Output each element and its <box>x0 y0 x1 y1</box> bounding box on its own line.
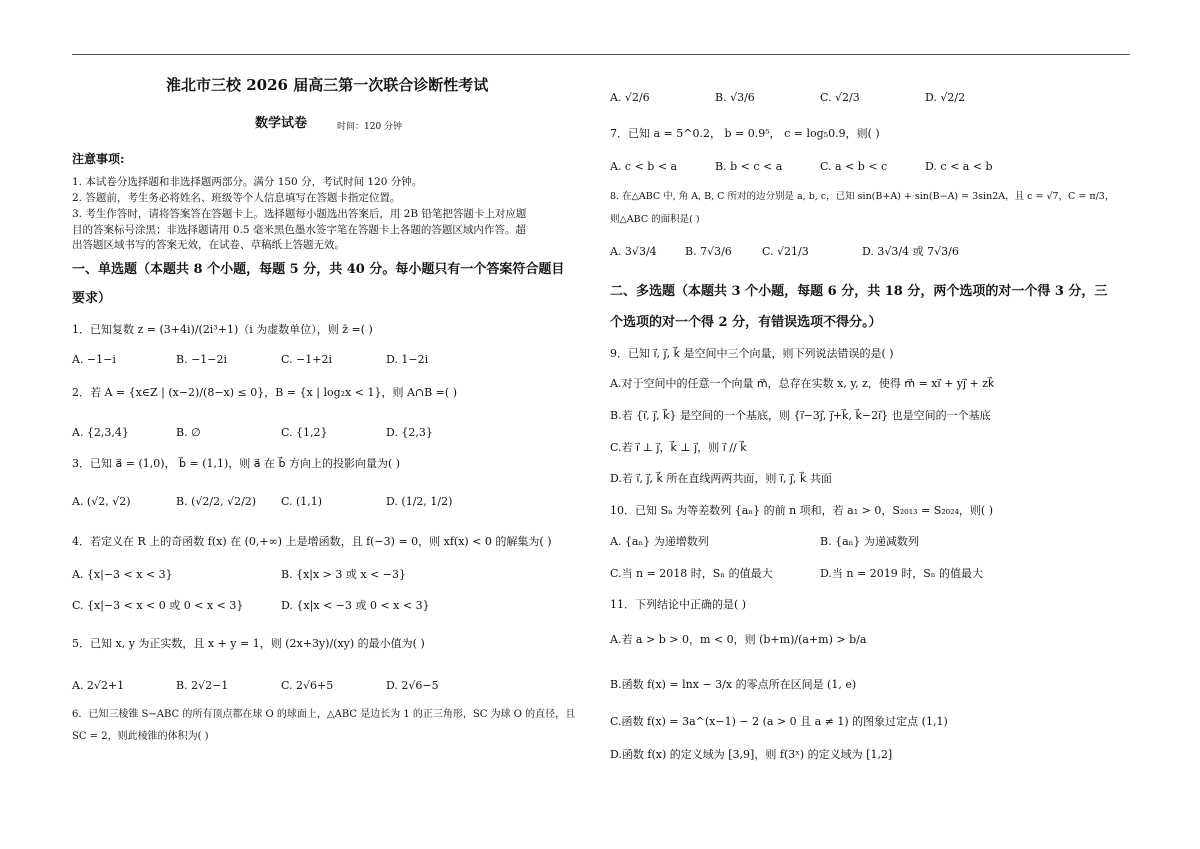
q9-option-a: A.对于空间中的任意一个向量 m⃗，总存在实数 x, y, z，使得 m⃗ = xi⃗ + yj⃗ + zk⃗ <box>610 377 995 390</box>
question-8-stem: 8. 在△ABC 中, 角 A, B, C 所对的边分别是 a, b, c，已知 sin(B+A) + sin(B−A) = 3sin2A，且 c = √7，C = π/3， <box>610 191 1115 202</box>
q4-option-d: D. {x|x < −3 或 0 < x < 3} <box>281 599 430 612</box>
q8-option-b: B. 7√3/6 <box>685 245 732 258</box>
q4-option-c: C. {x|−3 < x < 0 或 0 < x < 3} <box>72 599 244 612</box>
q6-option-a: A. √2/6 <box>610 91 650 104</box>
section-heading-single-choice: 一、单选题（本题共 8 个小题，每题 5 分，共 40 分。每小题只有一个答案符合题目 <box>72 262 565 277</box>
q2-option-b: B. ∅ <box>176 426 201 439</box>
q5-option-a: A. 2√2+1 <box>72 679 125 692</box>
q6-option-d: D. √2/2 <box>925 91 966 104</box>
q4-option-a: A. {x|−3 < x < 3} <box>72 568 173 581</box>
q1-option-b: B. −1−2i <box>176 353 228 366</box>
question-4-stem: 4．若定义在 R 上的奇函数 f(x) 在 (0,+∞) 上是增函数，且 f(−3) = 0，则 xf(x) < 0 的解集为( ) <box>72 535 552 548</box>
q1-option-a: A. −1−i <box>72 353 116 366</box>
q1-option-c: C. −1+2i <box>281 353 332 366</box>
note-line: 2. 答题前，考生务必将姓名、班级等个人信息填写在答题卡指定位置。 <box>72 192 401 204</box>
q10-option-b: B. {aₙ} 为递减数列 <box>820 535 919 548</box>
q9-option-c: C.若 i⃗ ⊥ j⃗，k⃗ ⊥ j⃗，则 i⃗ // k⃗ <box>610 441 747 454</box>
q7-option-b: B. b < c < a <box>715 160 783 173</box>
q9-option-b: B.若 {i⃗, j⃗, k⃗} 是空间的一个基底，则 {i⃗−3j⃗, j⃗+k⃗, k⃗−2i⃗} 也是空间的一个基底 <box>610 409 991 422</box>
q10-option-a: A. {aₙ} 为递增数列 <box>610 535 709 548</box>
q11-option-b: B.函数 f(x) = lnx − 3/x 的零点所在区间是 (1, e) <box>610 678 857 691</box>
exam-title: 淮北市三校 2026 届高三第一次联合诊断性考试 <box>166 76 489 94</box>
note-line: 出答题区域书写的答案无效，在试卷、草稿纸上答题无效。 <box>72 239 345 251</box>
question-1-stem: 1．已知复数 z = (3+4i)/(2i³+1)（i 为虚数单位），则 z̄ =( ) <box>72 323 373 336</box>
question-2-stem: 2．若 A = {x∈Z | (x−2)/(8−x) ≤ 0}，B = {x | log₂x < 1}，则 A∩B =( ) <box>72 386 457 399</box>
q10-option-d: D.当 n = 2019 时，Sₙ 的值最大 <box>820 567 983 580</box>
q7-option-c: C. a < b < c <box>820 160 888 173</box>
header-rule <box>72 54 1130 55</box>
question-7-stem: 7．已知 a = 5^0.2， b = 0.9⁵， c = log₅0.9，则( ) <box>610 127 880 140</box>
q9-option-d: D.若 i⃗, j⃗, k⃗ 所在直线两两共面，则 i⃗, j⃗, k⃗ 共面 <box>610 472 832 485</box>
note-line: 3. 考生作答时，请将答案答在答题卡上。选择题每小题选出答案后，用 2B 铅笔把答题卡上对应题 <box>72 208 527 220</box>
q3-option-b: B. (√2/2, √2/2) <box>176 495 257 508</box>
q6-option-b: B. √3/6 <box>715 91 755 104</box>
section-heading-multi-choice-cont: 个选项的对一个得 2 分，有错误选项不得分。） <box>610 315 882 330</box>
q3-option-c: C. (1,1) <box>281 495 323 508</box>
q1-option-d: D. 1−2i <box>386 353 429 366</box>
exam-time: 时间：120 分钟 <box>337 122 403 132</box>
q8-option-c: C. √21/3 <box>762 245 809 258</box>
question-3-stem: 3．已知 a⃗ = (1,0)， b⃗ = (1,1)，则 a⃗ 在 b⃗ 方向上的投影向量为( ) <box>72 457 401 470</box>
q2-option-a: A. {2,3,4} <box>72 426 129 439</box>
notes-heading: 注意事项: <box>72 152 125 166</box>
question-10-stem: 10．已知 Sₙ 为等差数列 {aₙ} 的前 n 项和，若 a₁ > 0，S₂₀₁₃ = S₂₀₂₄，则( ) <box>610 504 993 517</box>
question-9-stem: 9．已知 i⃗, j⃗, k⃗ 是空间中三个向量，则下列说法错误的是( ) <box>610 347 894 360</box>
q11-option-d: D.函数 f(x) 的定义域为 [3,9]，则 f(3ˣ) 的定义域为 [1,2] <box>610 748 893 761</box>
question-5-stem: 5．已知 x, y 为正实数，且 x + y = 1，则 (2x+3y)/(xy) 的最小值为( ) <box>72 637 425 650</box>
q2-option-d: D. {2,3} <box>386 426 433 439</box>
question-11-stem: 11．下列结论中正确的是( ) <box>610 598 747 611</box>
q5-option-b: B. 2√2−1 <box>176 679 229 692</box>
q4-option-b: B. {x|x > 3 或 x < −3} <box>281 568 407 581</box>
question-6-stem-cont: SC = 2，则此棱锥的体积为( ) <box>72 731 209 742</box>
q11-option-c: C.函数 f(x) = 3a^(x−1) − 2 (a > 0 且 a ≠ 1) 的图象过定点 (1,1) <box>610 715 948 728</box>
q11-option-a: A.若 a > b > 0，m < 0，则 (b+m)/(a+m) > b/a <box>610 633 867 646</box>
section-heading-multi-choice: 二、多选题（本题共 3 个小题，每题 6 分，共 18 分，两个选项的对一个得 3 分，三 <box>610 284 1108 299</box>
q8-option-a: A. 3√3/4 <box>610 245 657 258</box>
q7-option-a: A. c < b < a <box>610 160 678 173</box>
q2-option-c: C. {1,2} <box>281 426 328 439</box>
q5-option-d: D. 2√6−5 <box>386 679 439 692</box>
note-line: 1. 本试卷分选择题和非选择题两部分。满分 150 分，考试时间 120 分钟。 <box>72 176 423 188</box>
q5-option-c: C. 2√6+5 <box>281 679 334 692</box>
q8-option-d: D. 3√3/4 或 7√3/6 <box>862 245 959 258</box>
q6-option-c: C. √2/3 <box>820 91 860 104</box>
section-heading-single-choice-cont: 要求） <box>72 291 112 306</box>
question-8-stem-cont: 则△ABC 的面积是( ) <box>610 214 700 225</box>
q3-option-a: A. (√2, √2) <box>72 495 131 508</box>
q3-option-d: D. (1/2, 1/2) <box>386 495 453 508</box>
exam-subject: 数学试卷 <box>255 116 308 131</box>
question-6-stem: 6．已知三棱锥 S−ABC 的所有顶点都在球 O 的球面上，△ABC 是边长为 1 的正三角形，SC 为球 O 的直径，且 <box>72 709 576 720</box>
note-line: 目的答案标号涂黑；非选择题请用 0.5 毫米黑色墨水签字笔在答题卡上各题的答题区域内作答。超 <box>72 224 526 236</box>
q10-option-c: C.当 n = 2018 时，Sₙ 的值最大 <box>610 567 773 580</box>
q7-option-d: D. c < a < b <box>925 160 993 173</box>
